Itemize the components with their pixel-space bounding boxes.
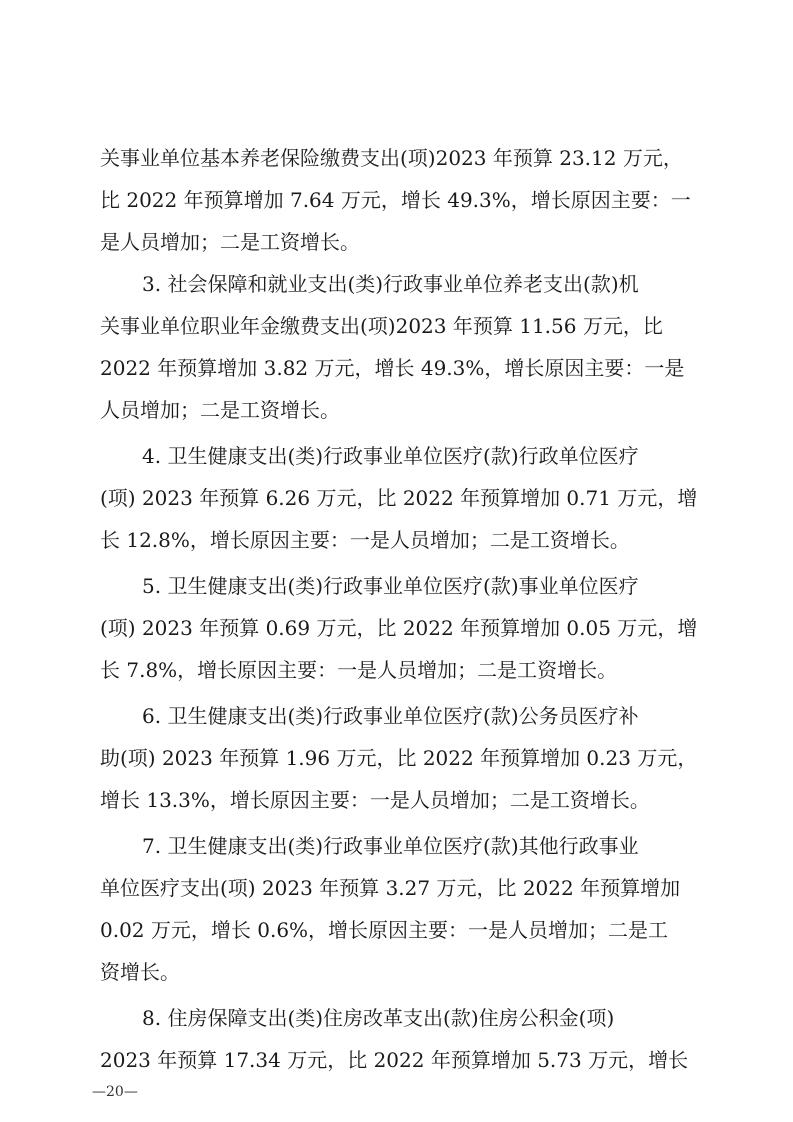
paragraph-6-start: 6. 卫生健康支出(类)行政事业单位医疗(款)公务员医疗补 — [142, 704, 639, 728]
body-text-line: 2023 年预算 17.34 万元，比 2022 年预算增加 5.73 万元，增长 — [100, 1048, 689, 1072]
body-text-line: (项) 2023 年预算 6.26 万元，比 2022 年预算增加 0.71 万元，增 — [100, 486, 698, 510]
body-text-line: 长 12.8%，增长原因主要：一是人员增加；二是工资增长。 — [100, 528, 630, 552]
body-text-line: 2022 年预算增加 3.82 万元，增长 49.3%，增长原因主要：一是 — [100, 356, 685, 380]
body-text-line: 增长 13.3%，增长原因主要：一是人员增加；二是工资增长。 — [100, 788, 650, 812]
page-number: —20— — [92, 1084, 138, 1100]
paragraph-8-start: 8. 住房保障支出(类)住房改革支出(款)住房公积金(项) — [142, 1006, 615, 1030]
body-text-line: 人员增加；二是工资增长。 — [100, 398, 340, 422]
body-text-line: 长 7.8%，增长原因主要：一是人员增加；二是工资增长。 — [100, 658, 618, 682]
body-text-line: 单位医疗支出(项) 2023 年预算 3.27 万元，比 2022 年预算增加 — [100, 876, 681, 900]
body-text-line: 0.02 万元，增长 0.6%，增长原因主要：一是人员增加；二是工 — [100, 918, 669, 942]
body-text-line: 资增长。 — [100, 960, 180, 984]
body-text-line: (项) 2023 年预算 0.69 万元，比 2022 年预算增加 0.05 万元，增 — [100, 616, 698, 640]
paragraph-5-start: 5. 卫生健康支出(类)行政事业单位医疗(款)事业单位医疗 — [142, 574, 639, 598]
body-text-line: 助(项) 2023 年预算 1.96 万元，比 2022 年预算增加 0.23 万元， — [100, 746, 698, 770]
paragraph-7-start: 7. 卫生健康支出(类)行政事业单位医疗(款)其他行政事业 — [142, 834, 639, 858]
body-text-line: 关事业单位基本养老保险缴费支出(项)2023 年预算 23.12 万元， — [100, 146, 683, 170]
body-text-line: 关事业单位职业年金缴费支出(项)2023 年预算 11.56 万元，比 — [100, 314, 663, 338]
body-text-line: 是人员增加；二是工资增长。 — [100, 230, 360, 254]
paragraph-4-start: 4. 卫生健康支出(类)行政事业单位医疗(款)行政单位医疗 — [142, 444, 639, 468]
body-text-line: 比 2022 年预算增加 7.64 万元，增长 49.3%，增长原因主要：一 — [100, 188, 691, 212]
paragraph-3-start: 3. 社会保障和就业支出(类)行政事业单位养老支出(款)机 — [142, 272, 639, 296]
